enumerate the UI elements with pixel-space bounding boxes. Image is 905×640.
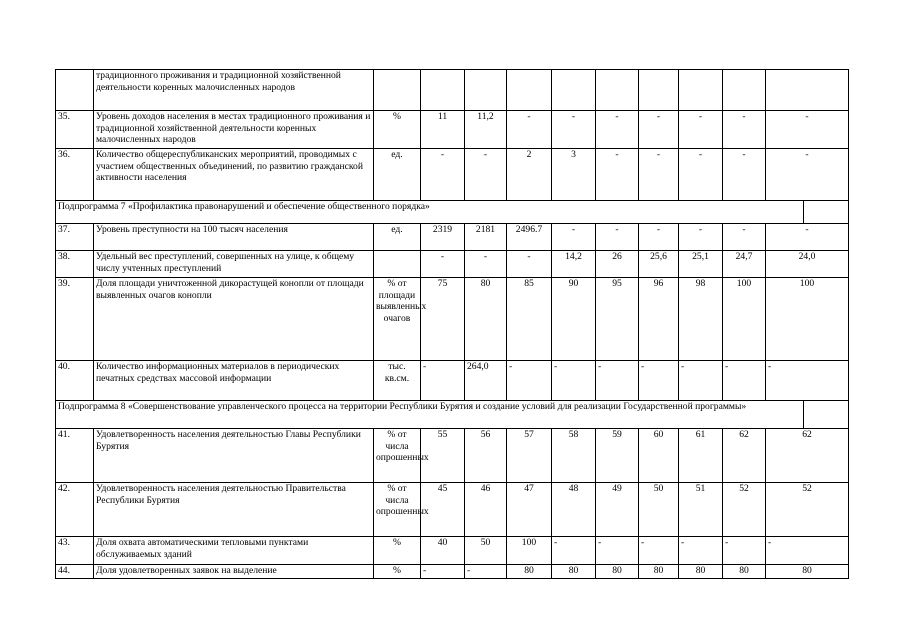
table-row (56, 70, 849, 111)
indicator-name-cell: Удовлетворенность населения деятельностью Главы Республики Бурятия (94, 429, 374, 483)
unit-cell: % от числа опрошенных (374, 483, 421, 537)
value-cell: - (596, 111, 639, 149)
value-cell: 96 (639, 278, 679, 361)
value-cell: - (679, 224, 723, 251)
value-cell: 50 (639, 483, 679, 537)
table-row (56, 224, 849, 251)
value-cell (766, 70, 849, 111)
value-cell: 45 (421, 483, 465, 537)
row-number-cell: 42. (56, 483, 94, 537)
indicator-name-cell: Уровень преступности на 100 тысяч населения (94, 224, 374, 251)
table-row (56, 251, 849, 278)
row-number-cell: 37. (56, 224, 94, 251)
value-cell: 25,6 (639, 251, 679, 278)
unit-cell: % (374, 537, 421, 565)
value-cell: 57 (507, 429, 552, 483)
subprogram-header-row (56, 401, 849, 429)
value-cell: 80 (552, 565, 596, 579)
value-cell: - (507, 361, 552, 401)
value-cell: - (552, 224, 596, 251)
table-row (56, 429, 849, 483)
row-number-cell: 39. (56, 278, 94, 361)
unit-cell: тыс. кв.см. (374, 361, 421, 401)
indicator-name-cell: Уровень доходов населения в местах традиционного проживания и традиционной хозяйственной деятельности коренных малочисленных народов (94, 111, 374, 149)
unit-cell: ед. (374, 149, 421, 201)
empty-cell (804, 401, 849, 429)
subprogram-header-row (56, 201, 849, 224)
unit-cell (374, 70, 421, 111)
value-cell: 56 (465, 429, 507, 483)
value-cell: 58 (552, 429, 596, 483)
value-cell: - (766, 537, 849, 565)
value-cell: 264,0 (465, 361, 507, 401)
unit-cell: ед. (374, 224, 421, 251)
value-cell (552, 70, 596, 111)
value-cell: 24,7 (723, 251, 766, 278)
row-number-cell: 35. (56, 111, 94, 149)
table-row (56, 537, 849, 565)
value-cell: 2181 (465, 224, 507, 251)
value-cell: 95 (596, 278, 639, 361)
row-number-cell: 41. (56, 429, 94, 483)
value-cell: 100 (723, 278, 766, 361)
subprogram-title: Подпрограмма 8 «Совершенствование управленческого процесса на территории Республики Бурятия и создание условий для реализации Государственной программы» (56, 401, 804, 429)
value-cell (596, 70, 639, 111)
value-cell: 62 (723, 429, 766, 483)
value-cell: - (639, 224, 679, 251)
value-cell: - (723, 361, 766, 401)
value-cell: 80 (507, 565, 552, 579)
value-cell: 48 (552, 483, 596, 537)
value-cell: 80 (723, 565, 766, 579)
indicator-name-cell: Доля площади уничтоженной дикорастущей конопли от площади выявленных очагов конопли (94, 278, 374, 361)
value-cell: 98 (679, 278, 723, 361)
indicators-table-body (56, 70, 849, 579)
indicator-name-cell: Доля удовлетворенных заявок на выделение (94, 565, 374, 579)
value-cell (679, 70, 723, 111)
value-cell (723, 70, 766, 111)
indicator-name-cell: Удельный вес преступлений, совершенных на улице, к общему числу учтенных преступлений (94, 251, 374, 278)
value-cell: 61 (679, 429, 723, 483)
indicator-name-cell: Количество информационных материалов в периодических печатных средствах массовой информации (94, 361, 374, 401)
value-cell: - (421, 361, 465, 401)
value-cell (507, 70, 552, 111)
row-number-cell: 36. (56, 149, 94, 201)
subprogram-title: Подпрограмма 7 «Профилактика правонарушений и обеспечение общественного порядка» (56, 201, 804, 224)
value-cell: 40 (421, 537, 465, 565)
value-cell (639, 70, 679, 111)
indicator-name-cell: Удовлетворенность населения деятельностью Правительства Республики Бурятия (94, 483, 374, 537)
value-cell: 3 (552, 149, 596, 201)
value-cell: - (596, 537, 639, 565)
value-cell: - (552, 111, 596, 149)
value-cell: - (421, 565, 465, 579)
table-row (56, 111, 849, 149)
indicators-table (55, 69, 849, 579)
value-cell: 80 (596, 565, 639, 579)
value-cell: 46 (465, 483, 507, 537)
row-number-cell: 44. (56, 565, 94, 579)
value-cell: 11,2 (465, 111, 507, 149)
value-cell: 62 (766, 429, 849, 483)
value-cell: - (465, 251, 507, 278)
row-number-cell: 40. (56, 361, 94, 401)
value-cell: 52 (723, 483, 766, 537)
value-cell: 2319 (421, 224, 465, 251)
value-cell: - (639, 111, 679, 149)
value-cell: - (596, 149, 639, 201)
value-cell: - (766, 224, 849, 251)
indicator-name-cell: Количество общереспубликанских мероприятий, проводимых с участием общественных объединений, по развитию гражданской активности населения (94, 149, 374, 201)
value-cell: - (465, 149, 507, 201)
value-cell: 85 (507, 278, 552, 361)
unit-cell (374, 251, 421, 278)
value-cell: - (723, 111, 766, 149)
value-cell: 14,2 (552, 251, 596, 278)
empty-cell (804, 201, 849, 224)
value-cell: - (766, 149, 849, 201)
indicator-name-cell: Доля охвата автоматическими тепловыми пунктами обслуживаемых зданий (94, 537, 374, 565)
unit-cell: % от площади выявленных очагов (374, 278, 421, 361)
value-cell: - (639, 537, 679, 565)
unit-cell: % (374, 111, 421, 149)
value-cell: 47 (507, 483, 552, 537)
value-cell: - (639, 361, 679, 401)
value-cell (421, 70, 465, 111)
value-cell: - (465, 565, 507, 579)
table-row (56, 361, 849, 401)
unit-cell: % от числа опрошенных (374, 429, 421, 483)
value-cell: - (766, 111, 849, 149)
value-cell: - (679, 361, 723, 401)
unit-cell: % (374, 565, 421, 579)
value-cell: - (639, 149, 679, 201)
value-cell: 80 (766, 565, 849, 579)
table-row (56, 483, 849, 537)
value-cell: - (421, 149, 465, 201)
value-cell: 51 (679, 483, 723, 537)
value-cell: 11 (421, 111, 465, 149)
value-cell: 80 (679, 565, 723, 579)
value-cell: - (507, 111, 552, 149)
value-cell: - (723, 224, 766, 251)
value-cell: 80 (639, 565, 679, 579)
value-cell: 24,0 (766, 251, 849, 278)
row-number-cell: 43. (56, 537, 94, 565)
value-cell: - (552, 361, 596, 401)
value-cell: - (421, 251, 465, 278)
value-cell: - (507, 251, 552, 278)
value-cell: - (679, 149, 723, 201)
value-cell: 100 (507, 537, 552, 565)
value-cell: 90 (552, 278, 596, 361)
value-cell: 60 (639, 429, 679, 483)
table-row (56, 149, 849, 201)
value-cell: 26 (596, 251, 639, 278)
value-cell: - (679, 537, 723, 565)
value-cell: 75 (421, 278, 465, 361)
indicator-name-cell: традиционного проживания и традиционной хозяйственной деятельности коренных малочисленных народов (94, 70, 374, 111)
value-cell: 50 (465, 537, 507, 565)
row-number-cell: 38. (56, 251, 94, 278)
value-cell: 59 (596, 429, 639, 483)
value-cell: 25,1 (679, 251, 723, 278)
value-cell: 100 (766, 278, 849, 361)
value-cell (465, 70, 507, 111)
value-cell: - (596, 361, 639, 401)
table-row (56, 278, 849, 361)
value-cell: 55 (421, 429, 465, 483)
value-cell: - (596, 224, 639, 251)
value-cell: 2 (507, 149, 552, 201)
value-cell: 49 (596, 483, 639, 537)
value-cell: - (679, 111, 723, 149)
row-number-cell (56, 70, 94, 111)
value-cell: - (766, 361, 849, 401)
value-cell: 52 (766, 483, 849, 537)
value-cell: - (723, 149, 766, 201)
value-cell: - (552, 537, 596, 565)
value-cell: 2496.7 (507, 224, 552, 251)
value-cell: - (723, 537, 766, 565)
value-cell: 80 (465, 278, 507, 361)
table-row (56, 565, 849, 579)
